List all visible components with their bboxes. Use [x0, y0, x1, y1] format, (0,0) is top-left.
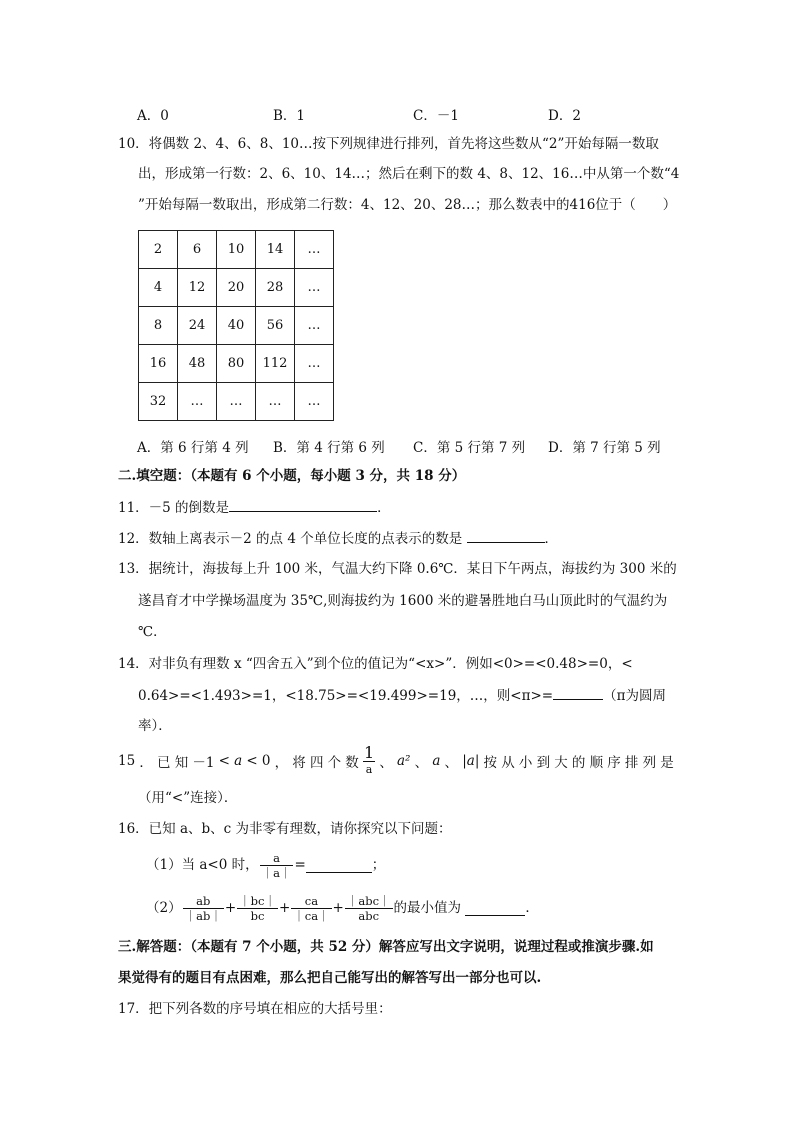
- q16-part2-den: ｜ab｜: [184, 908, 222, 923]
- q15-fraction-num: 1: [363, 742, 375, 762]
- q15-fraction: [363, 742, 375, 778]
- q15-rest: 的: [571, 755, 586, 771]
- q16-plus: +: [278, 900, 291, 916]
- q16-part1: [146, 848, 385, 882]
- q16-part2-num: ca: [291, 894, 331, 909]
- table-cell: 28: [256, 269, 295, 307]
- q16-part2-num: ab: [183, 894, 224, 909]
- q15-part: 个: [327, 755, 342, 771]
- q16-stem: 16．已知 a、b、c 为非零有理数，请你探究以下问题：: [118, 821, 452, 837]
- table-cell: 56: [256, 307, 295, 345]
- table-cell: …: [295, 269, 334, 307]
- q15-part: 0: [261, 753, 271, 769]
- q9-option-a: A．0: [137, 108, 169, 124]
- q16-part1-label: （1）当 a<0 时，: [146, 857, 259, 873]
- q14-line2: [138, 685, 666, 706]
- q16-part2-num: ｜abc｜: [346, 893, 391, 908]
- q10-number-table: [138, 230, 334, 421]
- table-cell: 6: [178, 231, 217, 269]
- q10-option-b: B．第 4 行第 6 列: [273, 440, 385, 456]
- table-row: [139, 383, 334, 421]
- q15-rest: 到: [536, 755, 551, 771]
- q15-part: 数: [345, 755, 359, 771]
- q15-part: <: [246, 753, 258, 769]
- q16-part2-fraction: [291, 894, 331, 923]
- q16-part2-fraction: [237, 894, 278, 923]
- section3-note: （本题有 7 个小题，共 52 分）解答应写出文字说明，说理过程或推演步骤.如: [190, 939, 654, 955]
- q13-line2: 遂昌育才中学操场温度为 35℃,则海拔约为 1600 米的避暑胜地白马山顶此时的气温约为: [138, 593, 668, 609]
- q15-rest: 顺: [589, 755, 604, 771]
- q15-part: a: [234, 753, 243, 769]
- table-cell: …: [295, 231, 334, 269]
- q15-rest: 、: [379, 755, 393, 771]
- q11-answer-blank[interactable]: [229, 497, 377, 512]
- q10-option-d: D．第 7 行第 5 列: [548, 440, 661, 456]
- q16-part2-den: bc: [250, 908, 265, 923]
- q10-option-c: C．第 5 行第 7 列: [413, 440, 526, 456]
- q11-text: 11．－5 的倒数是: [118, 500, 230, 516]
- q15-rest: a: [432, 753, 441, 769]
- q9-option-b: B．1: [273, 108, 306, 124]
- q15-part: 知: [174, 755, 189, 771]
- table-cell: 12: [178, 269, 217, 307]
- q15-part: 将: [292, 755, 306, 771]
- q15-part: ．: [139, 755, 153, 771]
- table-cell: 2: [139, 231, 178, 269]
- q16-plus: +: [332, 900, 344, 916]
- table-cell: …: [295, 383, 334, 421]
- q12: [118, 528, 558, 549]
- q16-part1-eq: =: [294, 857, 306, 873]
- table-row: [139, 269, 334, 307]
- section2-title: 二.填空题：: [118, 468, 191, 484]
- q15-rest: |a|: [462, 753, 480, 769]
- q15-fraction-den: a: [365, 762, 373, 776]
- q14-answer-blank[interactable]: [553, 685, 603, 700]
- section3-line2: 果觉得有的题目有点困难，那么把自己能写出的解答写出一部分也可以.: [118, 970, 542, 986]
- table-cell: 20: [217, 269, 256, 307]
- section2-heading: [118, 466, 465, 486]
- q16-part2-fraction: [183, 894, 224, 923]
- q16-part2-answer-blank[interactable]: [465, 901, 525, 916]
- q15-part: ，: [274, 755, 289, 771]
- table-row: [139, 345, 334, 383]
- q15-part: <: [218, 753, 230, 769]
- q15-rest: 排: [624, 755, 639, 771]
- table-cell: 10: [217, 231, 256, 269]
- q15-rest: 是: [660, 755, 674, 771]
- q15-rest: 、: [444, 755, 459, 771]
- q16-part2-den: ｜ca｜: [293, 908, 330, 923]
- q9-option-d: D．2: [548, 108, 581, 124]
- q13-line3: ℃．: [138, 624, 167, 640]
- q10-option-a: A．第 6 行第 4 列: [137, 440, 249, 456]
- q16-part1-den: ｜a｜: [261, 865, 292, 880]
- table-row: [139, 231, 334, 269]
- q14-line1: 14．对非负有理数 x “四舍五入”到个位的值记为“<x>”．例如<0>=<0.48>=0，<: [118, 656, 633, 672]
- q11-end: ．: [377, 500, 391, 516]
- q15-rest: 按: [483, 755, 498, 771]
- table-cell: 40: [217, 307, 256, 345]
- table-cell: 4: [139, 269, 178, 307]
- table-cell: …: [295, 307, 334, 345]
- table-cell: …: [217, 383, 256, 421]
- q16-part2-den: abc: [358, 908, 380, 923]
- q16-part2-fraction: [345, 894, 393, 923]
- table-cell: 32: [139, 383, 178, 421]
- q12-end: ．: [544, 531, 559, 547]
- q11: [118, 497, 391, 518]
- q9-option-c: C．－1: [413, 108, 459, 124]
- table-cell: 80: [217, 345, 256, 383]
- table-cell: …: [256, 383, 295, 421]
- q16-part2-tail: 的最小值为: [393, 900, 462, 916]
- q15-rest: 序: [607, 755, 621, 771]
- table-cell: 16: [139, 345, 178, 383]
- q16-part1-end: ；: [371, 857, 386, 873]
- q16-plus: +: [224, 900, 237, 916]
- q15-part: －1: [192, 755, 215, 771]
- q16-part2-num: ｜bc｜: [239, 893, 276, 908]
- table-cell: 8: [139, 307, 178, 345]
- table-row: [139, 307, 334, 345]
- section2-note: （本题有 6 个小题，每小题 3 分，共 18 分）: [190, 468, 466, 484]
- q15-part: 四: [309, 755, 324, 771]
- q15-rest: 、: [414, 755, 429, 771]
- q15-line1: [118, 743, 674, 779]
- q12-answer-blank[interactable]: [467, 528, 545, 543]
- q14-line2-tail: （π为圆周: [603, 688, 666, 704]
- table-cell: 24: [178, 307, 217, 345]
- q16-part2-label: （2）: [146, 900, 182, 916]
- q16-part1-num: a: [260, 851, 294, 866]
- q10-line3: ”开始每隔一数取出，形成第二行数：4、12、20、28…；那么数表中的416位于（ ）: [138, 197, 677, 213]
- q13-line1: 13．据统计，海拔每上升 100 米，气温大约下降 0.6℃．某日下午两点，海拔约为 300 米的: [118, 561, 677, 577]
- q15-line2: （用“<”连接）．: [138, 790, 238, 806]
- q14-line2-text: 0.64>=<1.493>=1，<18.75>=<19.499>=19，…，则<π>=: [138, 688, 554, 704]
- table-cell: …: [295, 345, 334, 383]
- q15-rest: 从: [501, 755, 515, 771]
- q15-part: 已: [157, 755, 171, 771]
- q15-rest: a²: [397, 753, 411, 769]
- table-cell: 112: [256, 345, 295, 383]
- section3-line1: [118, 937, 654, 957]
- q15-rest: 列: [642, 755, 657, 771]
- table-cell: 14: [256, 231, 295, 269]
- q16-part2: [146, 889, 539, 927]
- table-cell: …: [178, 383, 217, 421]
- table-cell: 48: [178, 345, 217, 383]
- q16-part2-end: ．: [525, 900, 539, 916]
- q15-rest: 小: [518, 755, 533, 771]
- q17-text: 17．把下列各数的序号填在相应的大括号里：: [118, 1001, 392, 1017]
- q15-part: 15: [118, 753, 136, 769]
- q10-line2: 出，形成第一行数：2、6、10、14…；然后在剩下的数 4、8、12、16…中从第一个数“4: [138, 166, 680, 182]
- q16-part1-fraction: [260, 851, 294, 880]
- q16-part1-answer-blank[interactable]: [306, 858, 372, 873]
- q15-rest: 大: [554, 755, 568, 771]
- q12-text: 12．数轴上离表示－2 的点 4 个单位长度的点表示的数是: [118, 531, 463, 547]
- section3-title: 三.解答题：: [118, 939, 191, 955]
- q14-line3: 率）．: [138, 718, 172, 734]
- q10-line1: 10．将偶数 2、4、6、8、10…按下列规律进行排列，首先将这些数从“2”开始每隔一数取: [118, 136, 659, 152]
